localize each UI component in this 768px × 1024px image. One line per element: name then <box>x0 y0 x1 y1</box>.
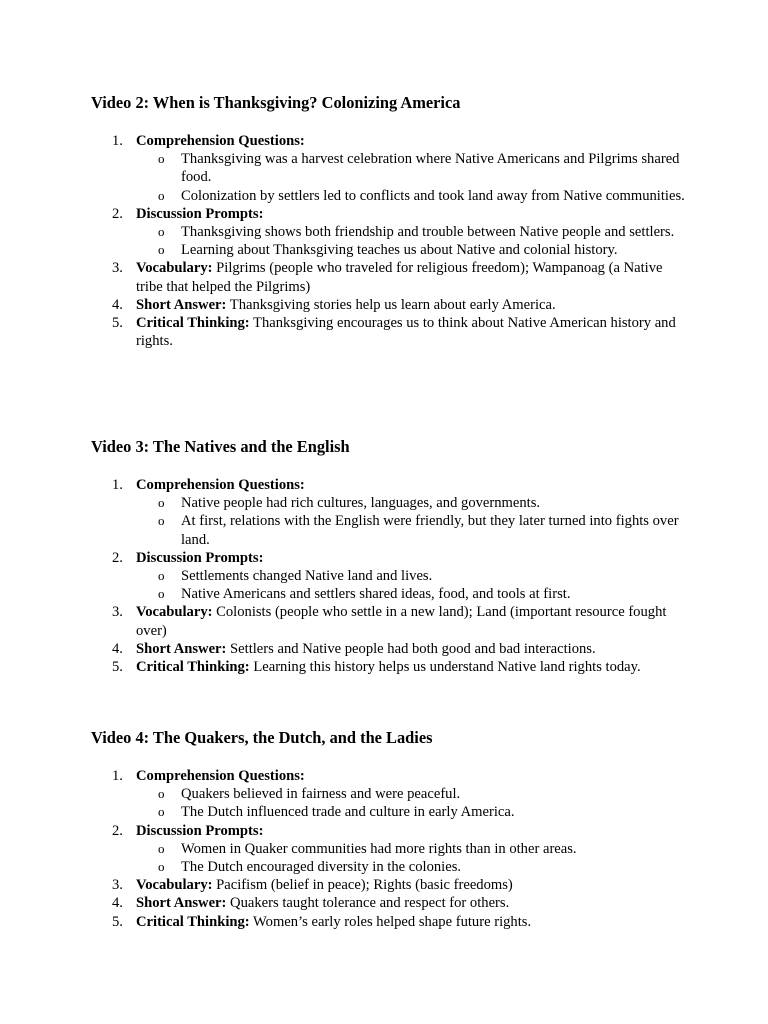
bullet-marker: o <box>158 513 165 529</box>
item-label: Short Answer: <box>136 895 227 912</box>
bullet-list <box>136 150 691 205</box>
item-label: Vocabulary: <box>136 604 213 621</box>
list-item <box>91 549 691 604</box>
section-video-3 <box>91 436 691 676</box>
item-label: Critical Thinking: <box>136 659 250 676</box>
list-item <box>91 296 691 314</box>
item-number: 1. <box>112 477 123 493</box>
list-item <box>91 314 691 350</box>
item-label: Comprehension Questions: <box>136 768 305 784</box>
section-video-4 <box>91 727 691 931</box>
item-text: Thanksgiving stories help us learn about early America. <box>226 296 556 313</box>
bullet-marker: o <box>158 224 165 240</box>
item-number: 3. <box>112 260 123 277</box>
item-number: 1. <box>112 768 123 784</box>
bullet-marker: o <box>158 804 165 820</box>
bullet-list <box>136 223 691 259</box>
item-label: Comprehension Questions: <box>136 477 305 493</box>
item-label: Short Answer: <box>136 296 227 313</box>
bullet-text: Native people had rich cultures, languages, and governments. <box>181 495 541 512</box>
item-text: Learning this history helps us understand Native land rights today. <box>249 659 641 676</box>
bullet-marker: o <box>158 151 165 167</box>
item-number: 4. <box>112 895 123 912</box>
bullet-marker: o <box>158 586 165 602</box>
bullet-marker: o <box>158 859 165 875</box>
bullet-marker: o <box>158 840 165 856</box>
item-label: Discussion Prompts: <box>136 205 264 222</box>
bullet-text: Settlements changed Native land and lives. <box>181 568 433 585</box>
item-label: Short Answer: <box>136 640 227 657</box>
item-label: Vocabulary: <box>136 260 213 277</box>
list-item <box>91 894 691 912</box>
section-heading: Video 2: When is Thanksgiving? Colonizing America <box>91 93 461 112</box>
list-item <box>91 259 691 295</box>
list-item <box>91 603 691 639</box>
item-number: 1. <box>112 133 123 149</box>
item-text: Colonists (people who settle in a new land); Land (important resource fought over) <box>136 604 667 639</box>
section-video-2 <box>91 92 691 350</box>
bullet-item <box>136 585 691 603</box>
question-list <box>91 767 691 931</box>
item-number: 2. <box>112 205 123 222</box>
bullet-text: Thanksgiving shows both friendship and trouble between Native people and settlers. <box>181 224 675 241</box>
list-item <box>91 205 691 260</box>
bullet-text: Native Americans and settlers shared ideas, food, and tools at first. <box>181 586 571 603</box>
bullet-item <box>136 187 691 205</box>
item-text: Women’s early roles helped shape future rights. <box>249 913 532 930</box>
bullet-marker: o <box>158 187 165 203</box>
section-heading: Video 4: The Quakers, the Dutch, and the Ladies <box>91 728 433 747</box>
bullet-item <box>136 512 691 548</box>
bullet-item <box>136 858 691 876</box>
bullet-list <box>136 785 691 821</box>
list-item <box>91 822 691 877</box>
bullet-item <box>136 567 691 585</box>
bullet-item <box>136 150 691 186</box>
list-item <box>91 476 691 549</box>
list-item <box>91 132 691 205</box>
bullet-item <box>136 223 691 241</box>
item-text: Quakers taught tolerance and respect for others. <box>226 895 510 912</box>
bullet-item <box>136 241 691 259</box>
bullet-text: Learning about Thanksgiving teaches us about Native and colonial history. <box>181 242 618 259</box>
bullet-text: The Dutch influenced trade and culture in early America. <box>181 804 515 821</box>
item-number: 3. <box>112 877 123 894</box>
item-number: 4. <box>112 640 123 657</box>
item-label: Comprehension Questions: <box>136 133 305 149</box>
item-number: 2. <box>112 822 123 839</box>
bullet-item <box>136 840 691 858</box>
bullet-marker: o <box>158 786 165 802</box>
bullet-marker: o <box>158 495 165 511</box>
item-text: Settlers and Native people had both good and bad interactions. <box>226 640 596 657</box>
bullet-text: Colonization by settlers led to conflicts and took land away from Native communities. <box>181 187 685 204</box>
bullet-text: Women in Quaker communities had more rights than in other areas. <box>181 840 577 857</box>
bullet-list <box>136 494 691 549</box>
item-number: 4. <box>112 296 123 313</box>
question-list <box>91 132 691 350</box>
item-label: Discussion Prompts: <box>136 549 264 566</box>
list-item <box>91 658 691 676</box>
item-text: Pacifism (belief in peace); Rights (basic freedoms) <box>212 877 513 894</box>
list-item <box>91 913 691 931</box>
bullet-text: Thanksgiving was a harvest celebration where Native Americans and Pilgrims shared food. <box>181 151 680 186</box>
bullet-marker: o <box>158 568 165 584</box>
section-heading: Video 3: The Natives and the English <box>91 437 350 456</box>
item-label: Critical Thinking: <box>136 913 250 930</box>
item-text: Thanksgiving encourages us to think about Native American history and rights. <box>136 315 676 350</box>
bullet-list <box>136 840 691 876</box>
list-item <box>91 640 691 658</box>
bullet-text: At first, relations with the English were friendly, but they later turned into fights over land. <box>181 513 679 548</box>
bullet-item <box>136 785 691 803</box>
list-item <box>91 876 691 894</box>
bullet-marker: o <box>158 242 165 258</box>
bullet-text: Quakers believed in fairness and were peaceful. <box>181 786 461 803</box>
item-label: Vocabulary: <box>136 877 213 894</box>
bullet-item <box>136 803 691 821</box>
item-number: 5. <box>112 913 123 930</box>
item-label: Discussion Prompts: <box>136 822 264 839</box>
bullet-list <box>136 567 691 603</box>
item-number: 5. <box>112 659 123 676</box>
item-text: Pilgrims (people who traveled for religious freedom); Wampanoag (a Native tribe that helped the Pilgrims) <box>136 260 663 295</box>
item-number: 3. <box>112 604 123 621</box>
item-number: 5. <box>112 315 123 332</box>
bullet-text: The Dutch encouraged diversity in the colonies. <box>181 859 462 876</box>
list-item <box>91 767 691 822</box>
item-label: Critical Thinking: <box>136 315 250 332</box>
question-list <box>91 476 691 676</box>
item-number: 2. <box>112 549 123 566</box>
bullet-item <box>136 494 691 512</box>
